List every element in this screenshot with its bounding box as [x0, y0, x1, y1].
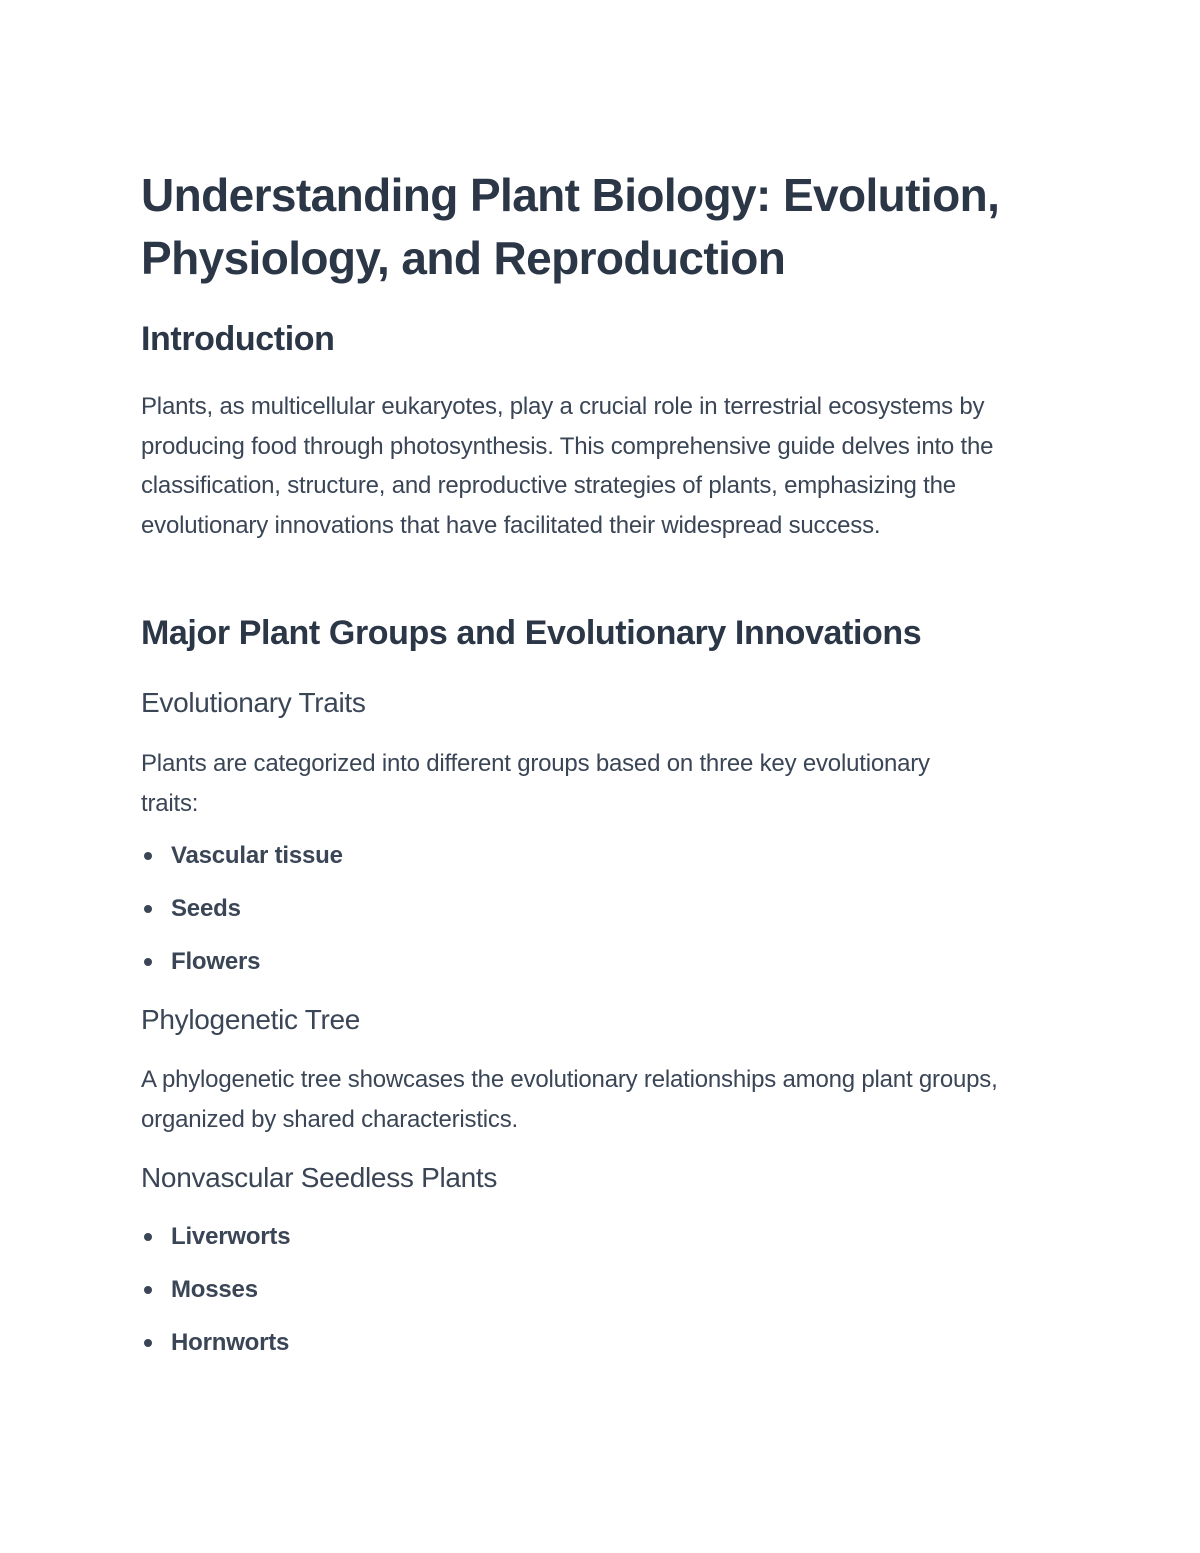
list-item [141, 1222, 290, 1275]
list-item-label: Vascular tissue [171, 842, 343, 869]
list-item-label: Flowers [171, 948, 261, 975]
phylogenetic-tree-paragraph: A phylogenetic tree showcases the evolutionary relationships among plant groups, organized by shared characteristics. [141, 1066, 998, 1133]
list-item [141, 894, 343, 947]
list-item-label: Mosses [171, 1276, 258, 1303]
bullet-icon [144, 852, 152, 860]
introduction-heading: Introduction [141, 320, 335, 358]
introduction-paragraph: Plants, as multicellular eukaryotes, play a crucial role in terrestrial ecosystems by producing food through photosynthesis. This comprehensive guide delves into the classification, structure, and reproductive strategies of plants, emphasizing the evolutionary innovations that have facilitated their widespread success. [141, 393, 994, 539]
list-item [141, 1328, 290, 1381]
bullet-icon [144, 905, 152, 913]
evolutionary-traits-paragraph: Plants are categorized into different groups based on three key evolutionary traits: [141, 750, 930, 817]
bullet-icon [144, 1339, 152, 1347]
list-item [141, 947, 343, 1000]
list-item-label: Seeds [171, 895, 241, 922]
bullet-icon [144, 1286, 152, 1294]
nonvascular-seedless-heading: Nonvascular Seedless Plants [141, 1162, 498, 1193]
nonvascular-seedless-list [141, 1222, 290, 1381]
list-item [141, 1275, 290, 1328]
document-title: Understanding Plant Biology: Evolution, Physiology, and Reproduction [141, 169, 1000, 284]
evolutionary-traits-list [141, 841, 343, 1000]
bullet-icon [144, 958, 152, 966]
major-groups-heading: Major Plant Groups and Evolutionary Innovations [141, 614, 922, 652]
list-item-label: Liverworts [171, 1223, 291, 1250]
phylogenetic-tree-heading: Phylogenetic Tree [141, 1004, 361, 1035]
list-item-label: Hornworts [171, 1329, 290, 1356]
bullet-icon [144, 1233, 152, 1241]
list-item [141, 841, 343, 894]
evolutionary-traits-heading: Evolutionary Traits [141, 687, 366, 718]
